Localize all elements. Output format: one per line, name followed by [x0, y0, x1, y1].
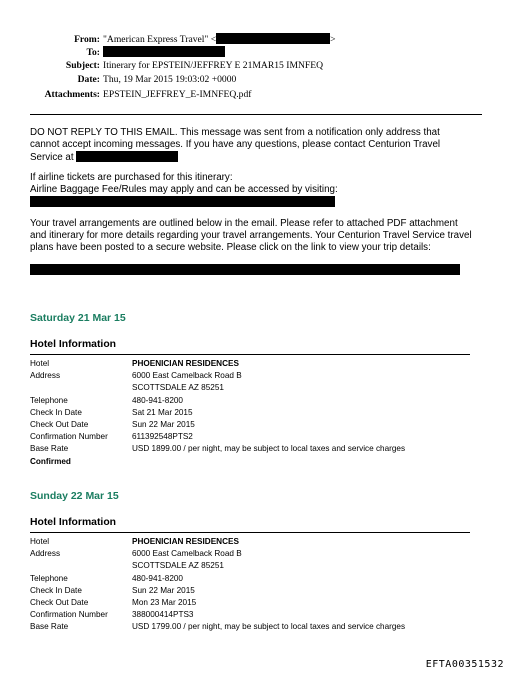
header-from: [0, 33, 512, 46]
row-value: PHOENICIAN RESIDENCES: [132, 537, 239, 546]
notice-line: Airline Baggage Fee/Rules may apply and can be accessed by visiting:: [30, 184, 338, 195]
header-subject: [0, 59, 512, 72]
trip-link-line: [30, 264, 500, 276]
notice-line: [30, 196, 500, 208]
notice-line: Your travel arrangements are outlined below in the email. Please refer to attached PDF attachment: [30, 218, 458, 229]
redaction-block: [76, 151, 178, 162]
from-label: From:: [74, 34, 100, 45]
from-value: [103, 33, 336, 46]
day-heading: Sunday 22 Mar 15: [30, 490, 119, 502]
notice-line: DO NOT REPLY TO THIS EMAIL. This message was sent from a notification only address that: [30, 127, 440, 138]
to-value: [103, 46, 225, 59]
section-divider: [30, 532, 470, 533]
header-date: [0, 73, 512, 86]
row-value: 6000 East Camelback Road B: [132, 371, 242, 381]
notice-line: If airline tickets are purchased for this itinerary:: [30, 172, 233, 183]
arrangements-block: [30, 218, 500, 254]
redaction-block: [30, 196, 335, 207]
subject-label: Subject:: [65, 60, 100, 71]
notice-line: cannot accept incoming messages. If you have any questions, please contact Centurion Travel: [30, 139, 441, 150]
to-label: To:: [86, 47, 100, 58]
row-value: USD 1799.00 / per night, may be subject to local taxes and service charges: [132, 622, 406, 632]
notice-block: [30, 127, 500, 163]
redaction-block: [216, 33, 330, 44]
row-value: 6000 East Camelback Road B: [132, 549, 242, 559]
section-title: Hotel Information: [30, 517, 117, 528]
row-key: Confirmation Number: [30, 610, 108, 620]
attachments-label: Attachments:: [44, 89, 100, 100]
row-key: Address: [30, 371, 61, 381]
row-value: 480-941-8200: [132, 395, 183, 405]
baggage-block: [30, 172, 500, 208]
header-divider: [30, 114, 482, 115]
status-label: Confirmed: [30, 456, 71, 466]
subject-value: Itinerary for EPSTEIN/JEFFREY E 21MAR15 IMNFEQ: [103, 60, 324, 71]
date-label: Date:: [77, 74, 100, 85]
row-key: Base Rate: [30, 444, 69, 454]
row-key: Check Out Date: [30, 419, 89, 429]
row-key: Check In Date: [30, 407, 82, 417]
date-value: Thu, 19 Mar 2015 19:03:02 +0000: [103, 74, 237, 85]
row-key: Hotel: [30, 359, 50, 368]
header-to: [0, 46, 512, 59]
row-value: SCOTTSDALE AZ 85251: [132, 383, 224, 393]
trip-link-row: [30, 264, 500, 276]
row-key: Check In Date: [30, 585, 82, 595]
notice-text: Service at: [30, 152, 74, 163]
row-key: Telephone: [30, 573, 68, 583]
row-key: Address: [30, 549, 61, 559]
header-attachments: [0, 88, 512, 101]
row-key: Telephone: [30, 395, 68, 405]
row-value: PHOENICIAN RESIDENCES: [132, 359, 239, 368]
redaction-block: [103, 46, 225, 57]
section-divider: [30, 354, 470, 355]
attachment-link[interactable]: EPSTEIN_JEFFREY_E-IMNFEQ.pdf: [103, 89, 252, 100]
row-key: Hotel: [30, 537, 50, 546]
day-heading: Saturday 21 Mar 15: [30, 312, 126, 324]
row-value: Sat 21 Mar 2015: [132, 407, 193, 417]
document-id: EFTA00351532: [425, 659, 504, 670]
notice-line: and itinerary for more details regarding your travel arrangements. Your Centurion Travel Service travel: [30, 230, 472, 241]
notice-line: [30, 151, 500, 163]
section-title: Hotel Information: [30, 339, 117, 350]
row-value: 480-941-8200: [132, 573, 183, 583]
row-value: Sun 22 Mar 2015: [132, 585, 195, 595]
row-key: Check Out Date: [30, 597, 89, 607]
row-value: 388000414PTS3: [132, 610, 194, 620]
row-value: Sun 22 Mar 2015: [132, 419, 195, 429]
row-key: Base Rate: [30, 622, 69, 632]
row-value: Mon 23 Mar 2015: [132, 597, 197, 607]
row-value: 611392548PTS2: [132, 432, 193, 442]
row-value: USD 1899.00 / per night, may be subject to local taxes and service charges: [132, 444, 406, 454]
notice-line: plans have been posted to a secure website. Please click on the link to view your trip details:: [30, 242, 431, 253]
from-close: >: [330, 34, 336, 45]
redaction-block[interactable]: [30, 264, 460, 275]
row-key: Confirmation Number: [30, 432, 108, 442]
row-value: SCOTTSDALE AZ 85251: [132, 561, 224, 571]
from-name: "American Express Travel" <: [103, 34, 217, 45]
